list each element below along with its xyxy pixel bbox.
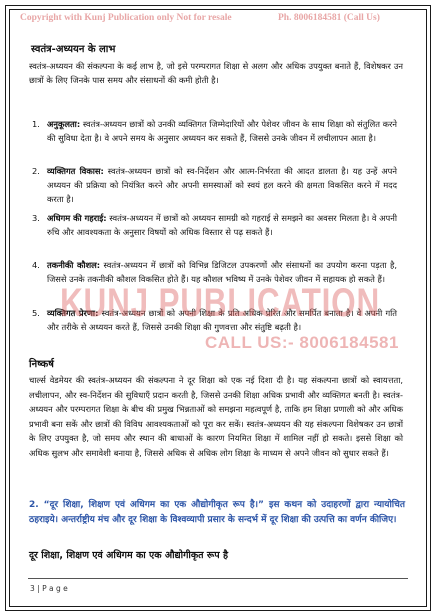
copyright-notice: Copyright with Kunj Publication only Not for resale — [20, 13, 232, 23]
benefit-title: अनुकूलता: — [47, 119, 81, 129]
benefit-title: व्यक्तिगत प्रेरणा: — [47, 308, 99, 318]
footer-divider — [28, 578, 408, 579]
watermark-call: CALL US:- 8006184581 — [205, 333, 399, 352]
page-header — [20, 13, 420, 27]
benefit-text: स्वतंत्र-अध्ययन छात्रों को उनकी व्यक्तिगत जिम्मेदारियों और पेशेवर जीवन के साथ शिक्षा को संतुलित करने की सुविधा देता है। वे अपने समय के अनुसार अध्ययन कर सकते हैं, जिससे उनके जीवन में लचीलापन आता है। — [47, 119, 397, 144]
subheading: दूर शिक्षा, शिक्षण एवं अधिगम का एक औद्योगीकृत रूप है — [29, 550, 229, 561]
benefit-text: स्वतंत्र-अध्ययन में छात्रों को विभिन्न डिजिटल उपकरणों और संसाधनों का उपयोग करना पड़ता है, जिससे उनके तकनीकी कौशल विकसित होते हैं। यह कौशल भविष्य में उनके पेशेवर जीवन में सहायक हो सकते हैं। — [47, 260, 397, 285]
watermark-brand-text: KUNJ PUBLICATION — [60, 281, 380, 325]
benefit-text: स्वतंत्र-अध्ययन छात्रों को स्व-निर्देशन और आत्म-निर्भरता की आदत डालता है। यह उन्हें अपने अध्ययन की प्रक्रिया को नियंत्रित करने और अपनी समस्याओं को स्वयं हल करने की क्षमता विकसित करने में मदद करता है। — [47, 166, 397, 205]
benefit-title: अधिगम की गहराई: — [47, 213, 107, 223]
benefit-text: स्वतंत्र-अध्ययन में छात्रों को अध्ययन सामग्री को गहराई से समझने का अवसर मिलता है। वे अपनी रुचि और आवश्यकता के अनुसार विषयों को अधिक विस्तार से पढ़ सकते हैं। — [47, 213, 397, 238]
page-number: 3 | P a g e — [30, 584, 68, 593]
benefit-title: व्यक्तिगत विकास: — [47, 166, 104, 176]
list-item: 3. अधिगम की गहराई: स्वतंत्र-अध्ययन में छात्रों को अध्ययन सामग्री को गहराई से समझने का अवसर मिलता है। वे अपनी रुचि और आवश्यकता के अनुसार विषयों को अधिक विस्तार से पढ़ सकते हैं। — [32, 213, 397, 238]
conclusion-paragraph: चार्ल्स वेडमेयर की स्वतंत्र-अध्ययन की संकल्पना ने दूर शिक्षा को एक नई दिशा दी है। यह संकल्पना छात्रों को स्वायत्तता, लचीलापन, और स्व-निर्देशन की सुविधाएँ प्रदान करती है, जिससे उनकी शिक्षा अधिक प्रभावी और व्यक्तिगत बनती है। स्वतंत्र-अध्ययन और परम्परागत शिक्षा के बीच की प्रमुख भिन्नताओं को समझना महत्वपूर्ण है, ताकि हम शिक्षा प्रणाली को और अधिक प्रभावी बना सकें और छात्रों की विविध आवश्यकताओं को पूरा कर सकें। स्वतंत्र-अध्ययन की यह संकल्पना विशेषकर उन छात्रों के लिए उपयुक्त है, जो समय और स्थान की बाधाओं के कारण नियमित शिक्षा में शामिल नहीं हो सकते। इससे शिक्षा को अधिक सुलभ और समावेशी बनाया है, जिससे अधिक से अधिक लोग शिक्षा के माध्यम से अपने जीवन को सुधार सकते हैं। — [29, 375, 403, 458]
list-item: 1. अनुकूलता: स्वतंत्र-अध्ययन छात्रों को उनकी व्यक्तिगत जिम्मेदारियों और पेशेवर जीवन के साथ शिक्षा को संतुलित करने की सुविधा देता है। वे अपने समय के अनुसार अध्ययन कर सकते हैं, जिससे उनके जीवन में लचीलापन आता है। — [32, 119, 397, 144]
intro-paragraph: स्वतंत्र-अध्ययन की संकल्पना के कई लाभ है, जो इसे परम्परागत शिक्षा से अलग और अधिक उपयुक्त बनाते हैं, विशेषकर उन छात्रों के लिए जिनके पास समय और संसाधनों की कमी होती है। — [29, 61, 403, 85]
list-item: 2. व्यक्तिगत विकास: स्वतंत्र-अध्ययन छात्रों को स्व-निर्देशन और आत्म-निर्भरता की आदत डालता है। यह उन्हें अपने अध्ययन की प्रक्रिया को नियंत्रित करने और अपनी समस्याओं को स्वयं हल करने की क्षमता विकसित करने में मदद करता है। — [32, 166, 397, 205]
question-text: 2. “दूर शिक्षा, शिक्षण एवं अधिगम का एक औद्योगीकृत रूप है।” इस कथन को उदाहरणों द्वारा न्यायोचित ठहराइये। अन्तर्राष्ट्रीय मंच और दूर शिक्षा के विश्वव्यापी प्रसार के सन्दर्भ में दूर शिक्षा की उत्पत्ति का वर्णन कीजिए। — [29, 500, 405, 525]
phone-number: Ph. 8006184581 (Call Us) — [278, 13, 380, 23]
list-item: 5. व्यक्तिगत प्रेरणा: स्वतंत्र-अध्ययन छात्रों को अपनी शिक्षा के प्रति अधिक प्रेरित और समर्पित बनाता है। वे अपनी गति और तरीके से अध्ययन करते हैं, जिससे उनकी शिक्षा की गुणवत्ता और संतुष्टि बढ़ती है। — [32, 308, 397, 333]
conclusion-heading: निष्कर्ष — [29, 359, 54, 370]
section-heading: स्वतंत्र-अध्ययन के लाभ — [31, 44, 116, 55]
benefit-title: तकनीकी कौशल: — [47, 260, 101, 270]
list-item: 4. तकनीकी कौशल: स्वतंत्र-अध्ययन में छात्रों को विभिन्न डिजिटल उपकरणों और संसाधनों का उपयोग करना पड़ता है, जिससे उनके तकनीकी कौशल विकसित होते हैं। यह कौशल भविष्य में उनके पेशेवर जीवन में सहायक हो सकते हैं। — [32, 260, 397, 285]
benefit-text: स्वतंत्र-अध्ययन छात्रों को अपनी शिक्षा के प्रति अधिक प्रेरित और समर्पित बनाता है। वे अपनी गति और तरीके से अध्ययन करते हैं, जिससे उनकी शिक्षा की गुणवत्ता और संतुष्टि बढ़ती है। — [47, 308, 397, 333]
